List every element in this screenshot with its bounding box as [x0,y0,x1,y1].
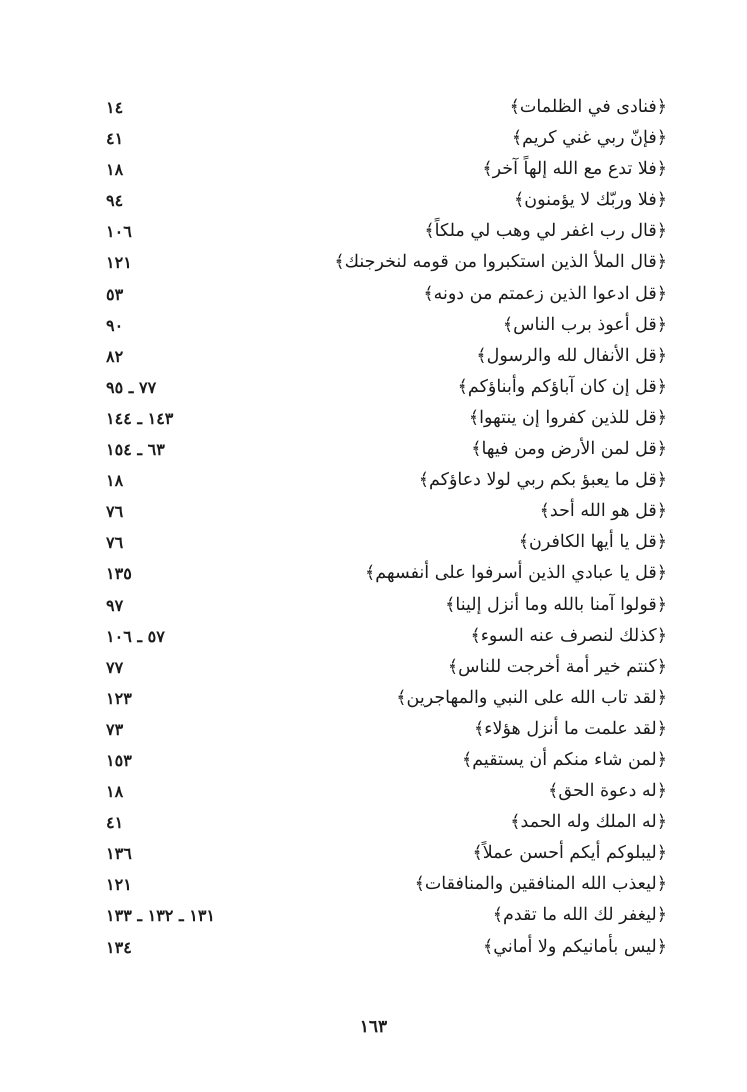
page-reference: ١٣١ ـ ١٣٢ ـ ١٣٣ [106,906,215,926]
page-reference: ٤١ [106,813,124,833]
page-reference: ١٠٦ [106,222,132,242]
verse-text: ﴿قولوا آمنا بالله وما أنزل إلينا﴾ [445,594,667,615]
index-row [0,683,747,714]
verse-text: ﴿له دعوة الحق﴾ [548,781,667,802]
index-row [0,776,747,807]
page-reference: ١٢١ [106,253,132,273]
page-reference: ٧٣ [106,719,124,739]
page-reference: ٩٠ [106,315,124,335]
index-row [0,838,747,869]
page-reference: ٥٧ ـ ١٠٦ [106,626,165,646]
index-row [0,652,747,683]
index-row [0,123,747,154]
verse-text: ﴿ليبلوكم أيكم أحسن عملاً﴾ [472,843,667,864]
page-reference: ١٣٤ [106,937,132,957]
index-row [0,527,747,558]
index-row [0,92,747,123]
verse-text: ﴿قال الملأ الذين استكبروا من قومه لنخرجنك﴾ [334,252,667,273]
page-reference: ٦٣ ـ ١٥٤ [106,440,165,460]
verse-text: ﴿قل يا عبادي الذين أسرفوا على أنفسهم﴾ [364,563,667,584]
verse-index-list [0,92,747,963]
index-row [0,807,747,838]
verse-text: ﴿قال رب اغفر لي وهب لي ملكاً﴾ [424,221,667,242]
page-reference: ٧٦ [106,533,124,553]
page-reference: ٩٤ [106,191,124,211]
verse-text: ﴿ليس بأمانيكم ولا أماني﴾ [483,936,667,957]
verse-text: ﴿ليغفر لك الله ما تقدم﴾ [492,905,667,926]
page-reference: ٥٣ [106,284,124,304]
page-reference: ١٣٥ [106,564,132,584]
index-row [0,558,747,589]
index-row [0,621,747,652]
verse-text: ﴿قل ما يعبؤ بكم ربي لولا دعاؤكم﴾ [418,470,667,491]
verse-text: ﴿قل أعوذ برب الناس﴾ [502,314,667,335]
page-reference: ١٤٣ ـ ١٤٤ [106,408,174,428]
verse-text: ﴿قل لمن الأرض ومن فيها﴾ [471,439,667,460]
page-reference: ١٢٣ [106,688,132,708]
index-row [0,465,747,496]
verse-text: ﴿فلا تدع مع الله إلهاً آخر﴾ [482,159,667,180]
verse-text: ﴿قل هو الله أحد﴾ [539,501,667,522]
verse-text: ﴿فإنّ ربي غني كريم﴾ [511,128,667,149]
page-reference: ٤١ [106,129,124,149]
index-row [0,403,747,434]
verse-text: ﴿ليعذب الله المنافقين والمنافقات﴾ [414,874,667,895]
page-reference: ١٨ [106,160,124,180]
verse-text: ﴿قل للذين كفروا إن ينتهوا﴾ [468,407,667,428]
page-reference: ٧٦ [106,502,124,522]
verse-text: ﴿قل إن كان آباؤكم وأبناؤكم﴾ [457,376,667,397]
verse-text: ﴿كذلك لنصرف عنه السوء﴾ [470,625,667,646]
page-reference: ١٢١ [106,875,132,895]
index-row [0,869,747,900]
index-row [0,154,747,185]
verse-text: ﴿كنتم خير أمة أخرجت للناس﴾ [447,656,667,677]
index-row [0,185,747,216]
page-number: ١٦٣ [359,1017,388,1037]
index-row [0,216,747,247]
index-row [0,247,747,278]
index-row [0,745,747,776]
verse-text: ﴿له الملك وله الحمد﴾ [510,812,667,833]
page-reference: ٧٧ ـ ٩٥ [106,377,157,397]
page-reference: ١٨ [106,471,124,491]
verse-text: ﴿قل الأنفال لله والرسول﴾ [476,345,667,366]
page-reference: ٧٧ [106,657,124,677]
page-reference: ١٤ [106,98,124,117]
verse-text: ﴿لقد علمت ما أنزل هؤلاء﴾ [474,718,667,739]
verse-text: ﴿قل ادعوا الذين زعمتم من دونه﴾ [423,283,667,304]
page-reference: ١٣٦ [106,844,132,864]
verse-text: ﴿لمن شاء منكم أن يستقيم﴾ [462,749,667,770]
index-row [0,279,747,310]
verse-text: ﴿فلا وربّك لا يؤمنون﴾ [514,190,667,211]
index-row [0,310,747,341]
verse-text: ﴿فنادى في الظلمات﴾ [509,97,667,117]
page-reference: ١٨ [106,782,124,802]
index-row [0,372,747,403]
index-row [0,714,747,745]
index-row [0,434,747,465]
index-row [0,496,747,527]
page-reference: ٩٧ [106,595,124,615]
index-row [0,900,747,931]
page-reference: ١٥٣ [106,750,132,770]
index-row [0,341,747,372]
index-row [0,590,747,621]
verse-text: ﴿لقد تاب الله على النبي والمهاجرين﴾ [396,687,667,708]
page-reference: ٨٢ [106,346,124,366]
verse-text: ﴿قل يا أيها الكافرن﴾ [518,532,667,553]
index-row [0,932,747,963]
